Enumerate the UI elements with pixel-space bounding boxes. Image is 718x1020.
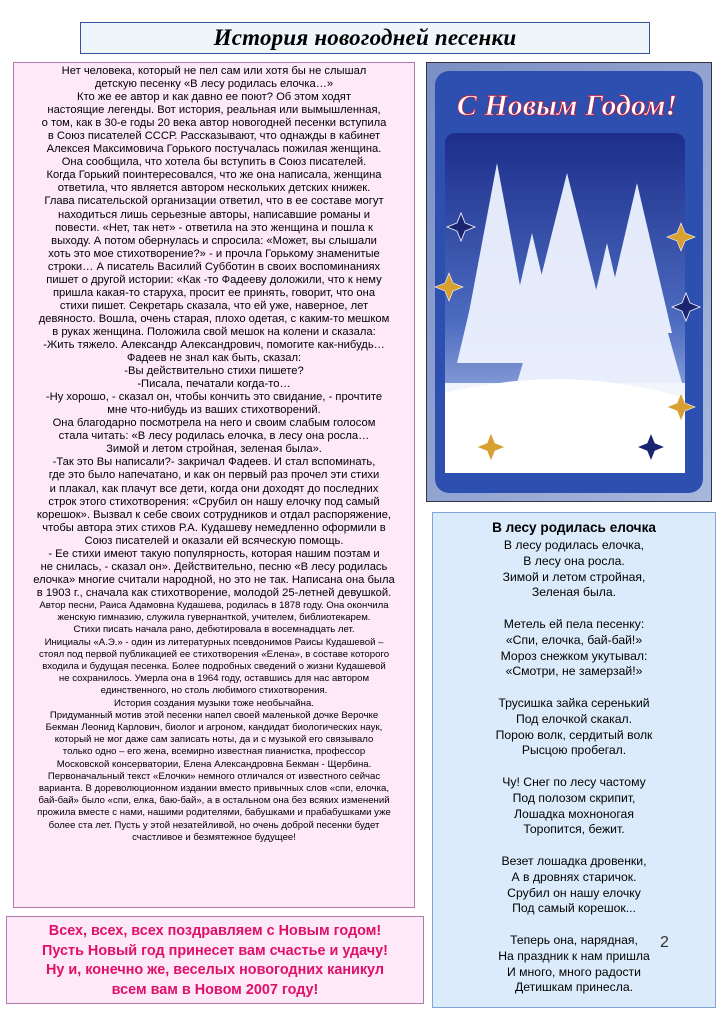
story-small-line: Стихи писать начала рано, дебютировала в восемнадцать лет.: [73, 624, 355, 636]
page-number: 2: [660, 934, 669, 951]
story-line: не снилась, - сказал он». Действительно, песню «В лесу родилась: [40, 560, 388, 573]
story-line: девяносто. Вошла, очень старая, плохо одетая, с каким-то мешком: [38, 312, 390, 325]
story-small-line: более ста лет. Пусть у этой незатейливой, но очень доброй песенки будет: [48, 819, 380, 831]
story-line: пришла какая-то старуха, просит ее принять, говорит, что она: [52, 286, 376, 299]
story-small-line: Автор песни, Раиса Адамовна Кудашева, родилась в 1878 году. Она окончила: [39, 599, 389, 611]
story-small-line: единственного, но столь любимого стихотворения.: [100, 685, 328, 697]
poem-line: Зимой и летом стройная,: [502, 569, 646, 584]
story-line: Она сообщила, что хотела бы вступить в Союз писателей.: [61, 156, 367, 169]
greeting-box: [6, 916, 424, 1004]
story-line: Фадеев не знал как быть, сказал:: [126, 352, 302, 365]
story-line: Кто же ее автор и как давно ее поют? Об этом ходят: [77, 91, 351, 104]
story-line: детскую песенку «В лесу родилась елочка…»: [94, 78, 334, 91]
story-line: строк этого стихотворения: «Срубил он нашу елочку под самый: [48, 495, 380, 508]
poem-title: В лесу родилась елочка: [492, 520, 656, 535]
story-small-line: История создания музыки тоже необычайна.: [114, 697, 314, 709]
poem-line: Под самый корешок...: [512, 901, 636, 916]
story-column: [13, 62, 415, 908]
story-line: строки… А писатель Василий Субботин в своих воспоминаниях: [47, 260, 381, 273]
title-banner: [80, 22, 650, 54]
story-line: и плакал, как плачут все дети, когда они доходят до последних: [49, 482, 379, 495]
poem-line: В лесу она росла.: [523, 553, 625, 568]
story-line: корешок». Вызвал к себе своих сотрудников и отдал распоряжение,: [36, 508, 392, 521]
story-line: елочка» многие считали народной, но это не так. Написана она была: [33, 573, 395, 586]
story-small-line: варианта. В дореволюционном издании вместо привычных слов «спи, елочка,: [38, 782, 390, 794]
story-small-line: стоял под первой публикацией ее стихотворения «Елена», в составе которого: [38, 648, 390, 660]
poem-line: Трусишка зайка серенький: [498, 695, 650, 710]
poem-line: Зеленая была.: [531, 585, 617, 600]
story-line: настоящие легенды. Вот история, реальная или вымышленная,: [47, 104, 381, 117]
page-title: История новогодней песенки: [213, 25, 517, 50]
new-year-card-image: [426, 62, 712, 502]
story-line: чтобы автора этих стихов Р.А. Кудашеву немедленно оформили в: [42, 521, 386, 534]
story-line: Союз писателей и оказали ей всяческую помощь.: [84, 534, 344, 547]
story-line: в Союз писателей СССР. Рассказывают, что однажды в кабинет: [47, 130, 381, 143]
story-line: -Так это Вы написали?- закричал Фадеев. И стал вспоминать,: [52, 456, 376, 469]
story-line: -Жить тяжело. Александр Александрович, помогите как-нибудь…: [43, 338, 385, 351]
story-line: хоть это мое стихотворение?» - и прочла Горькому знаменитые: [48, 247, 380, 260]
poem-line: Везет лошадка дровенки,: [501, 853, 647, 868]
story-small-line: Инициалы «А.Э.» - один из литературных псевдонимов Раисы Кудашевой –: [44, 636, 384, 648]
story-small-line: только одно – его жена, всемирно известная пианистка, профессор: [62, 746, 366, 758]
story-line: где это было напечатано, и как он первый раз прочел эти стихи: [48, 469, 380, 482]
story-line: мне что-нибудь из ваших стихотворений.: [107, 404, 321, 417]
story-line: стала читать: «В лесу родилась елочка, в лесу она росла…: [58, 430, 370, 443]
story-small-line: Московской консерватории, Елена Александровна Бекман - Щербина.: [56, 758, 372, 770]
poem-line: Порою волк, сердитый волк: [495, 727, 653, 742]
story-line: находиться лишь серьезные авторы, написавшие романы и: [57, 208, 371, 221]
card-illustration: [427, 63, 711, 501]
poem-line: «Спи, елочка, бай-бай!»: [505, 632, 643, 647]
story-line: -Вы действительно стихи пишете?: [124, 365, 304, 378]
story-line: -Ну хорошо, - сказал он, чтобы кончить это свидание, - прочтите: [45, 391, 383, 404]
story-small-line: входила и будущая песенка. Более подробных сведений о жизни Кудашевой: [42, 660, 386, 672]
greeting-line: всем вам в Новом 2007 году!: [111, 981, 319, 998]
greeting-line: Ну и, конечно же, веселых новогодних каникул: [45, 962, 385, 978]
poem-line: Метель ей пела песенку:: [503, 616, 645, 631]
poem-line: Срубил он нашу елочку: [507, 885, 641, 900]
poem-line: Чу! Снег по лесу частому: [502, 774, 646, 789]
story-small-line: прожила вместе с нами, нашими родителями, бабушками и прабабушками уже: [37, 807, 391, 819]
story-line: о том, как в 30-е годы 20 века автор новогодней песенки вступила: [41, 117, 387, 130]
story-line: Алексея Максимовича Горького постучалась пожилая женщина.: [46, 143, 382, 156]
greeting-line: Всех, всех, всех поздравляем с Новым годом!: [48, 923, 382, 939]
story-small-line: Бекман Леонид Карлович, биолог и агроном, кандидат биологических наук,: [45, 721, 383, 733]
story-line: -Писала, печатали когда-то…: [137, 378, 291, 391]
story-small-line: женскую гимназию, служила гувернанткой, учителем, библиотекарем.: [57, 612, 371, 624]
story-small-line: Первоначальный текст «Елочки» немного отличался от известного сейчас: [47, 770, 381, 782]
poem-line: Рысцою пробегал.: [521, 743, 627, 758]
story-line: Зимой и летом стройная, зеленая была».: [106, 443, 322, 456]
story-line: - Ее стихи имеют такую популярность, которая нашим поэтам и: [48, 547, 380, 560]
story-line: Она благодарно посмотрела на него и своим слабым голосом: [52, 417, 376, 430]
story-line: в 1903 г., сначала как стихотворение, молодой 25-летней девушкой.: [36, 586, 392, 599]
story-line: Глава писательской организации ответил, что в ее составе могут: [44, 195, 384, 208]
story-line: ответила, что является автором нескольких детских книжек.: [57, 182, 371, 195]
story-line: выходу. А потом обернулась и спросила: «Может, вы слышали: [51, 234, 377, 247]
story-line: повести. «Нет, так нет» - ответила на это женщина и пошла к: [55, 221, 373, 234]
story-small-line: бай-бай» было «спи, елка, баю-бай», а в остальном она без всяких изменений: [38, 795, 390, 807]
poem-line: Лошадка мохноногая: [514, 806, 634, 821]
poem-box: [432, 512, 716, 1008]
poem-line: Теперь она, нарядная,: [510, 932, 638, 947]
poem-line: И много, много радости: [507, 964, 641, 979]
story-line: Нет человека, который не пел сам или хотя бы не слышал: [61, 65, 367, 77]
poem-line: Под елочкой скакал.: [515, 711, 633, 726]
story-line: в руках женщина. Положила свой мешок на колени и сказала:: [52, 325, 376, 338]
story-small-line: не сохранилось. Умерла она в 1964 году, оставшись для нас автором: [58, 673, 370, 685]
story-line: Когда Горький поинтересовался, что же она написала, женщина: [46, 169, 382, 182]
card-greeting-text: С Новым Годом!: [456, 89, 678, 122]
poem-line: В лесу родилась елочка,: [503, 538, 645, 552]
poem-line: Под полозом скрипит,: [512, 790, 636, 805]
poem-line: Торопится, бежит.: [523, 822, 625, 837]
poem-line: Мороз снежком укутывал:: [500, 648, 648, 663]
story-small-line: который не мог даже сам записать ноты, да и с музыкой его связывало: [54, 734, 374, 746]
story-line: стихи пишет. Секретарь сказала, что ей уже, наверное, лет: [59, 299, 369, 312]
story-small-line: Придуманный мотив этой песенки напел своей маленькой дочке Верочке: [49, 709, 379, 721]
poem-line: На праздник к нам пришла: [498, 948, 650, 963]
story-small-line: счастливое и безмятежное будущее!: [132, 831, 296, 843]
poem-line: Детишкам принесла.: [514, 980, 633, 995]
poem-line: «Смотри, не замерзай!»: [505, 664, 643, 679]
story-line: пишет о другой истории: «Как -то Фадееву доложили, что к нему: [46, 273, 382, 286]
greeting-line: Пусть Новый год принесет вам счастье и удачу!: [42, 942, 388, 959]
poem-line: А в дровнях старичок.: [511, 869, 637, 884]
